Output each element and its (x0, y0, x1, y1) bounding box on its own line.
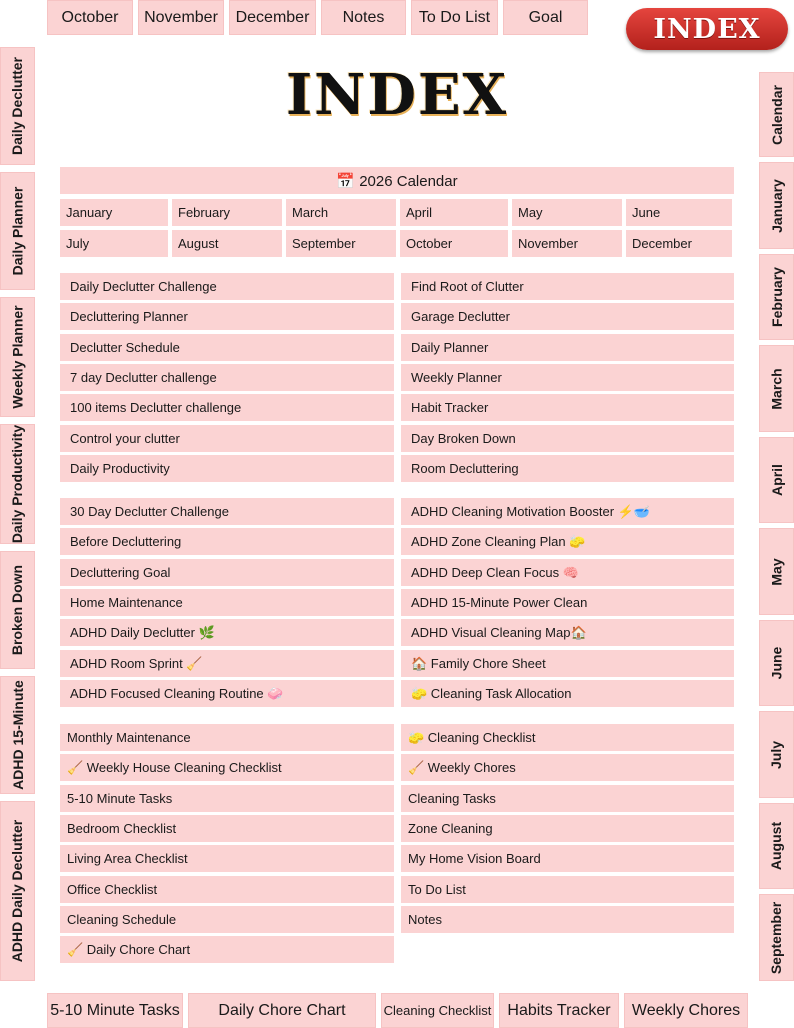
side-tab-label: ADHD 15-Minute (9, 680, 26, 790)
index-link[interactable]: Home Maintenance (60, 589, 394, 616)
index-link[interactable]: 100 items Declutter challenge (60, 394, 394, 421)
side-tab-daily-planner[interactable] (0, 172, 35, 290)
index-link[interactable]: Day Broken Down (401, 425, 734, 452)
calendar-month-june[interactable]: June (626, 199, 734, 226)
side-tab-label: April (768, 464, 785, 496)
tab-todo-list[interactable]: To Do List (411, 0, 498, 35)
tab-december[interactable]: December (229, 0, 316, 35)
index-link[interactable]: Find Root of Clutter (401, 273, 734, 300)
index-link[interactable]: ADHD Zone Cleaning Plan 🧽 (401, 528, 734, 555)
side-tab-label: February (768, 267, 785, 327)
side-tab-label: June (768, 646, 785, 680)
index-link[interactable]: 🧹 Weekly House Cleaning Checklist (60, 754, 394, 781)
index-link[interactable]: ADHD Visual Cleaning Map🏠 (401, 619, 734, 646)
tab-notes[interactable]: Notes (321, 0, 406, 35)
index-link[interactable]: Daily Planner (401, 334, 734, 361)
calendar-month-february[interactable]: February (172, 199, 284, 226)
side-tab-weekly-planner[interactable] (0, 297, 35, 417)
side-tab-label: Daily Productivity (9, 424, 26, 544)
side-tab-adhd-daily-declutter[interactable] (0, 801, 35, 981)
side-tab-label: Broken Down (9, 564, 26, 656)
index-link[interactable]: 🧹 Daily Chore Chart (60, 936, 394, 963)
side-tab-march[interactable] (759, 345, 794, 432)
side-tab-daily-productivity[interactable] (0, 424, 35, 544)
calendar-month-july[interactable]: July (60, 230, 170, 257)
side-tab-calendar[interactable] (759, 72, 794, 157)
index-link[interactable]: 30 Day Declutter Challenge (60, 498, 394, 525)
index-link[interactable]: Zone Cleaning (401, 815, 734, 842)
index-link[interactable]: Living Area Checklist (60, 845, 394, 872)
calendar-month-december[interactable]: December (626, 230, 734, 257)
side-tab-may[interactable] (759, 528, 794, 615)
index-link[interactable]: Decluttering Planner (60, 303, 394, 330)
index-link[interactable]: 🧹 Weekly Chores (401, 754, 734, 781)
side-tab-label: May (768, 557, 785, 586)
side-tab-label: Calendar (768, 84, 785, 145)
tab-october[interactable]: October (47, 0, 133, 35)
index-link[interactable]: Monthly Maintenance (60, 724, 394, 751)
index-link[interactable]: Garage Declutter (401, 303, 734, 330)
index-button[interactable] (626, 8, 788, 50)
index-link[interactable]: Control your clutter (60, 425, 394, 452)
index-link[interactable]: ADHD Daily Declutter 🌿 (60, 619, 394, 646)
side-tab-april[interactable] (759, 437, 794, 523)
index-link[interactable]: To Do List (401, 876, 734, 903)
calendar-month-april[interactable]: April (400, 199, 510, 226)
calendar-month-november[interactable]: November (512, 230, 624, 257)
index-link[interactable]: ADHD Focused Cleaning Routine 🧼 (60, 680, 394, 707)
side-tab-label: Daily Declutter (9, 56, 26, 156)
index-link[interactable]: ADHD Cleaning Motivation Booster ⚡🥣 (401, 498, 734, 525)
side-tab-label: March (768, 367, 785, 410)
index-link[interactable]: ADHD 15-Minute Power Clean (401, 589, 734, 616)
bottom-tab-habits-tracker[interactable]: Habits Tracker (499, 993, 619, 1028)
calendar-month-may[interactable]: May (512, 199, 624, 226)
index-link[interactable]: 🏠 Family Chore Sheet (401, 650, 734, 677)
index-link[interactable]: 🧽 Cleaning Task Allocation (401, 680, 734, 707)
side-tab-label: Daily Planner (9, 186, 26, 276)
side-tab-label: August (768, 821, 785, 871)
calendar-month-october[interactable]: October (400, 230, 510, 257)
side-tab-adhd-15-minute[interactable] (0, 676, 35, 794)
side-tab-january[interactable] (759, 162, 794, 249)
page-title: INDEX (285, 62, 509, 128)
side-tab-june[interactable] (759, 620, 794, 706)
tab-goal[interactable]: Goal (503, 0, 588, 35)
index-link[interactable]: Cleaning Tasks (401, 785, 734, 812)
calendar-month-march[interactable]: March (286, 199, 398, 226)
side-tab-label: January (768, 178, 785, 233)
index-link[interactable]: 🧽 Cleaning Checklist (401, 724, 734, 751)
index-link[interactable]: Daily Declutter Challenge (60, 273, 394, 300)
bottom-tab-cleaning-checklist[interactable]: Cleaning Checklist (381, 993, 494, 1028)
side-tab-september[interactable] (759, 894, 794, 981)
side-tab-broken-down[interactable] (0, 551, 35, 669)
index-link[interactable]: Habit Tracker (401, 394, 734, 421)
index-link[interactable]: Before Decluttering (60, 528, 394, 555)
calendar-month-august[interactable]: August (172, 230, 284, 257)
index-link[interactable]: Declutter Schedule (60, 334, 394, 361)
side-tab-label: July (768, 740, 785, 769)
bottom-tab-weekly-chores[interactable]: Weekly Chores (624, 993, 748, 1028)
tab-november[interactable]: November (138, 0, 224, 35)
side-tab-daily-declutter[interactable] (0, 47, 35, 165)
index-link[interactable]: Cleaning Schedule (60, 906, 394, 933)
index-link[interactable]: 7 day Declutter challenge (60, 364, 394, 391)
calendar-month-september[interactable]: September (286, 230, 398, 257)
side-tab-label: Weekly Planner (9, 305, 26, 409)
index-link[interactable]: Weekly Planner (401, 364, 734, 391)
side-tab-label: September (768, 901, 785, 974)
index-link[interactable]: Decluttering Goal (60, 559, 394, 586)
side-tab-label: ADHD Daily Declutter (9, 819, 26, 963)
side-tab-july[interactable] (759, 711, 794, 798)
index-link[interactable]: My Home Vision Board (401, 845, 734, 872)
index-link[interactable]: Office Checklist (60, 876, 394, 903)
bottom-tab-5-10-minute-tasks[interactable]: 5-10 Minute Tasks (47, 993, 183, 1028)
calendar-month-january[interactable]: January (60, 199, 170, 226)
calendar-heading[interactable]: 📅 2026 Calendar (60, 167, 734, 194)
index-link[interactable]: ADHD Room Sprint 🧹 (60, 650, 394, 677)
index-link[interactable]: Notes (401, 906, 734, 933)
side-tab-august[interactable] (759, 803, 794, 889)
index-link[interactable]: ADHD Deep Clean Focus 🧠 (401, 559, 734, 586)
index-link[interactable]: Bedroom Checklist (60, 815, 394, 842)
bottom-tab-daily-chore-chart[interactable]: Daily Chore Chart (188, 993, 376, 1028)
index-link[interactable]: Room Decluttering (401, 455, 734, 482)
index-link[interactable]: Daily Productivity (60, 455, 394, 482)
index-link[interactable]: 5-10 Minute Tasks (60, 785, 394, 812)
side-tab-february[interactable] (759, 254, 794, 340)
index-button-label: INDEX (653, 13, 761, 45)
